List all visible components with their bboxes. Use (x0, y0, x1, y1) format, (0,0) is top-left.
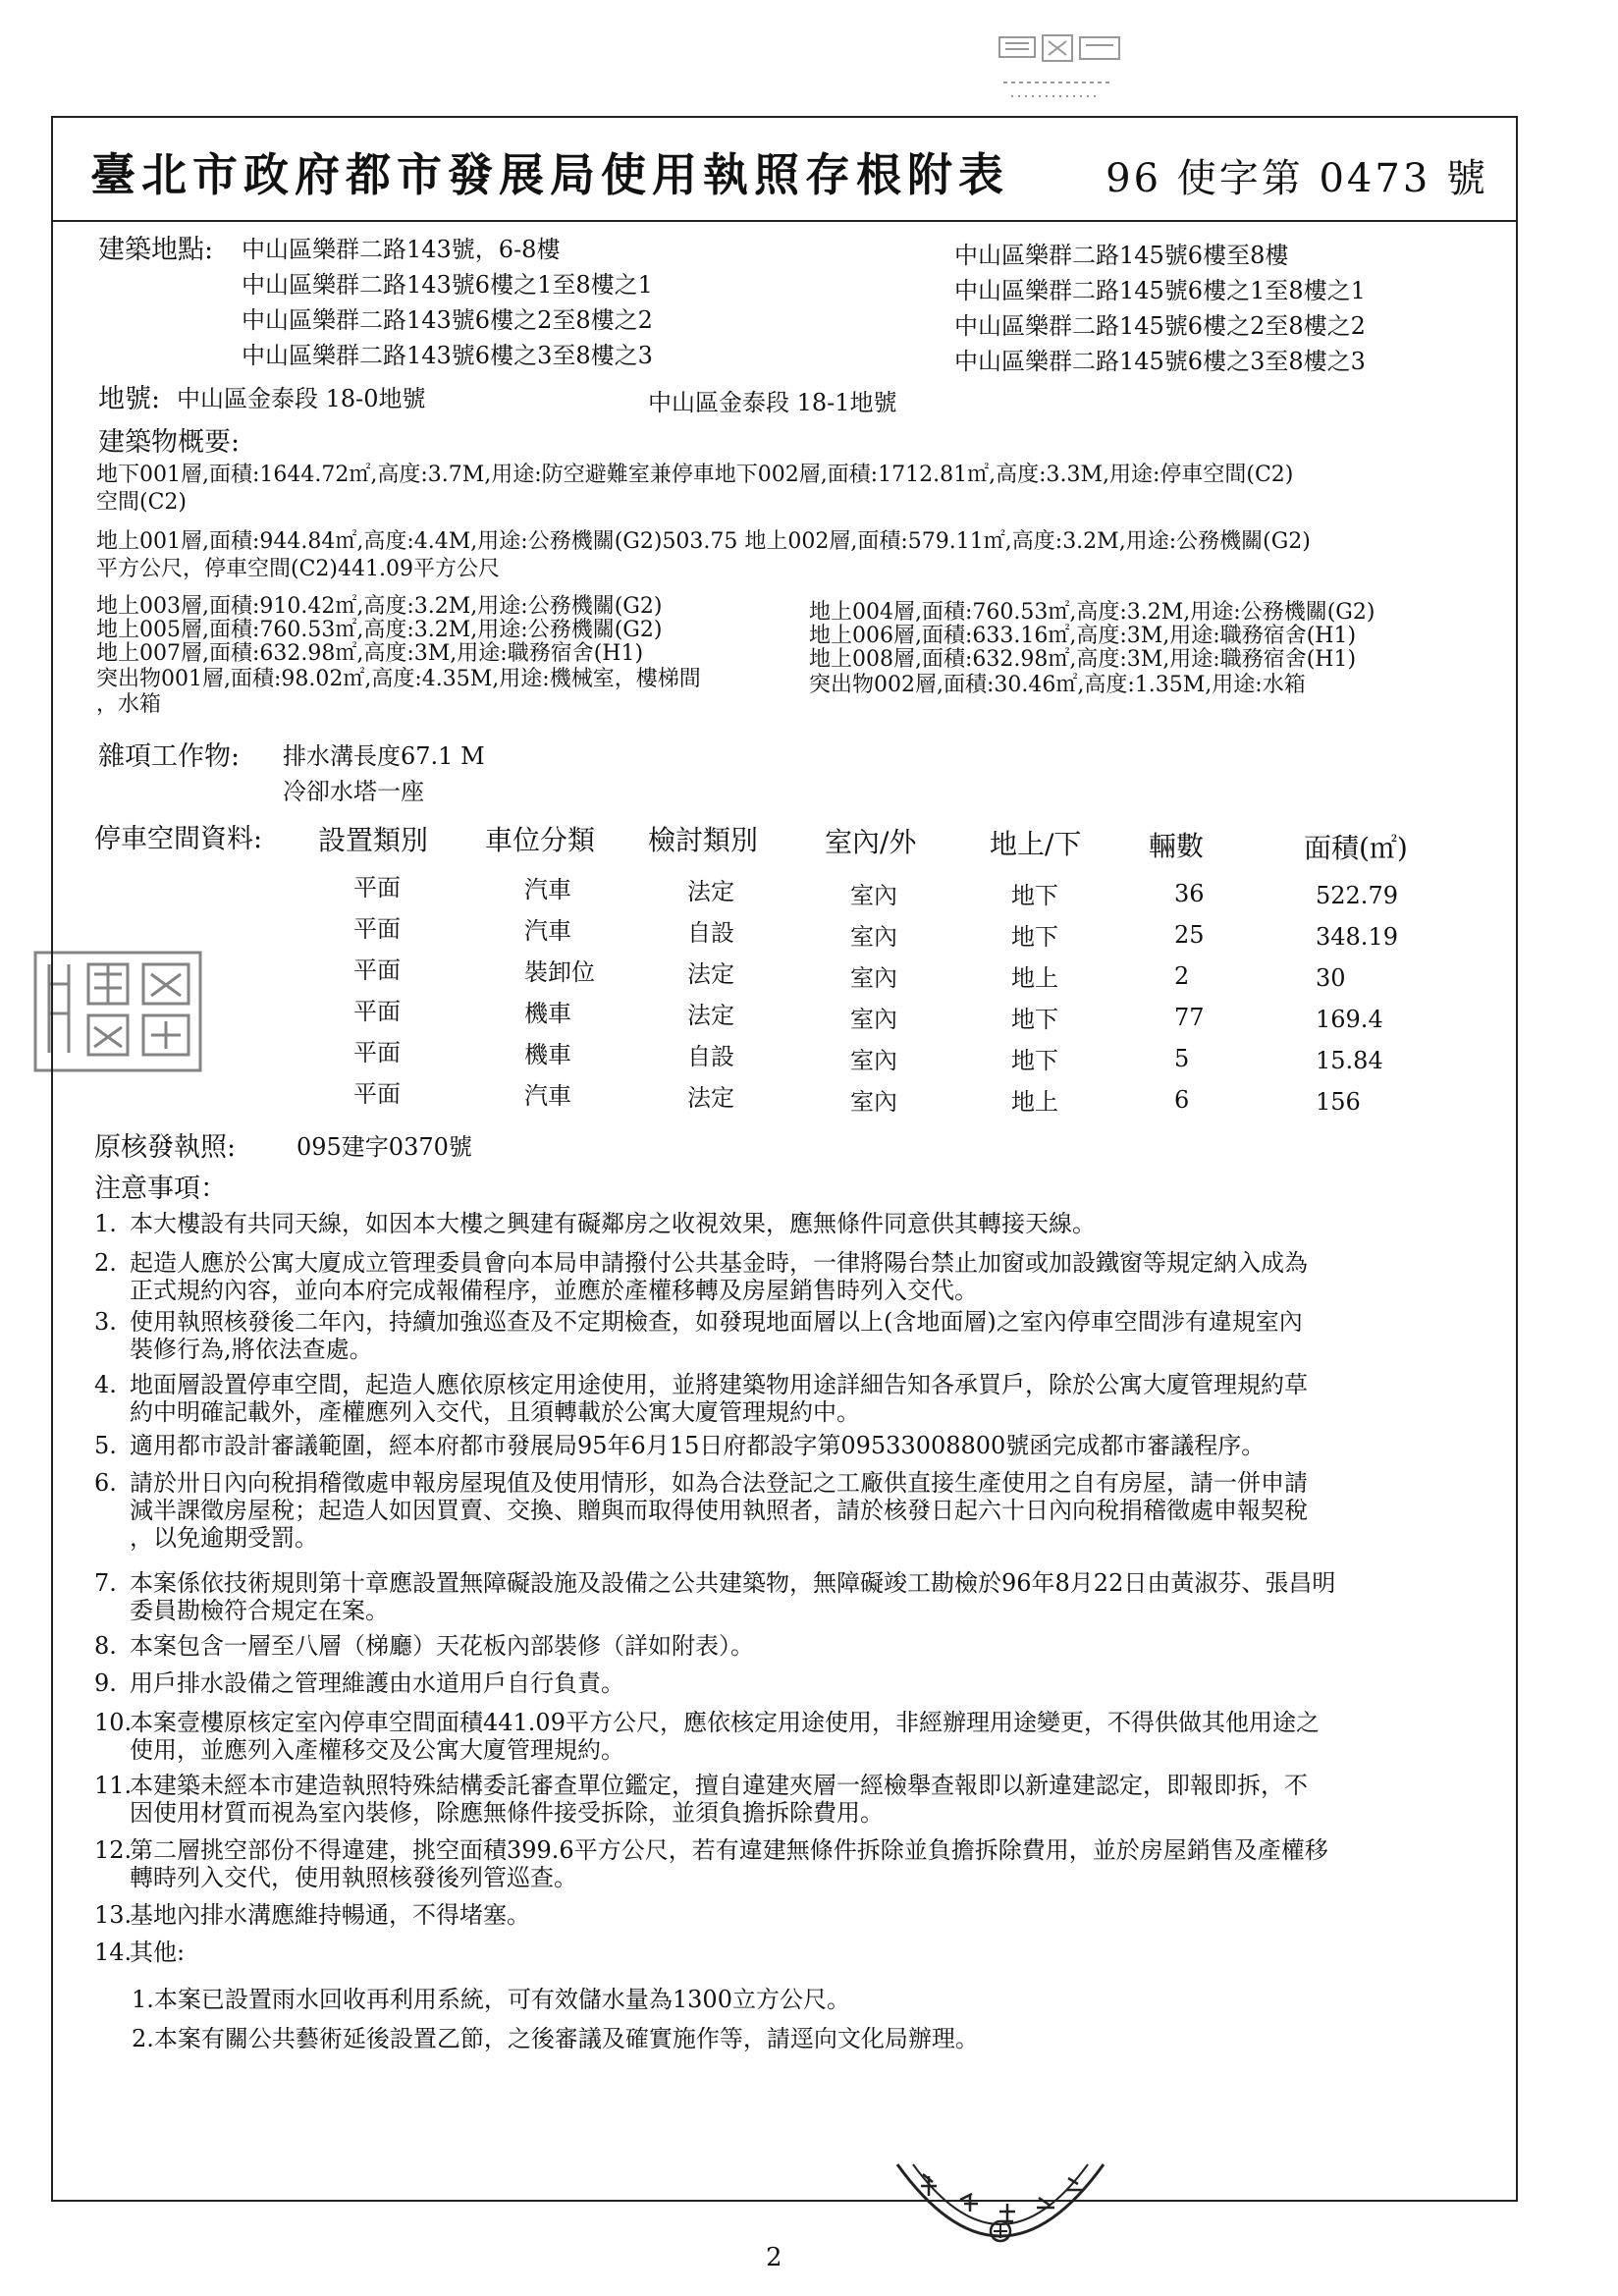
parking-cell: 室內 (850, 1047, 897, 1074)
note-line: 因使用材質而視為室內裝修，除應無條件接受拆除，並須負擔拆除費用。 (130, 1799, 884, 1827)
parking-cell: 地下 (1011, 1047, 1058, 1074)
permit-label: 原核發執照: (94, 1132, 237, 1163)
note-number: 3. (94, 1308, 117, 1336)
note-number: 6. (94, 1469, 117, 1497)
address-left-2: 中山區樂群二路143號6樓之1至8樓之1 (242, 271, 653, 299)
parking-header-5: 地上/下 (990, 828, 1082, 860)
stamp-mark-top (992, 27, 1129, 112)
list-item (94, 1371, 1508, 1426)
parking-cell: 地下 (1011, 882, 1058, 909)
lot-right: 中山區金泰段 18-1地號 (648, 389, 897, 416)
parking-header-2: 車位分類 (485, 824, 596, 856)
note-line: 減半課徵房屋稅；起造人如因買賣、交換、贈與而取得使用執照者，請於核發日起六十日內向稅捐稽徵處申報契稅 (130, 1497, 1308, 1524)
note-line: 約中明確記載外，產權應列入交代，且須轉載於公寓大廈管理規約中。 (130, 1398, 860, 1426)
list-item (94, 1709, 1508, 1764)
note-line: 本案包含一層至八層（梯廳）天花板內部裝修（詳如附表）。 (130, 1632, 754, 1660)
note-line: 第二層挑空部份不得違建，挑空面積399.6平方公尺，若有違建無條件拆除並負擔拆除費用，並於房屋銷售及產權移 (130, 1836, 1328, 1864)
parking-cell: 6 (1174, 1086, 1190, 1114)
lot-label: 地號: (98, 384, 161, 414)
parking-cell: 室內 (850, 923, 897, 951)
parking-cell: 室內 (850, 1088, 897, 1116)
note-line: 轉時列入交代，使用執照核發後列管巡查。 (130, 1864, 577, 1891)
overview-left-row-1: 地上003層,面積:910.42㎡,高度:3.2M,用途:公務機關(G2) (96, 594, 663, 619)
note-number: 4. (94, 1371, 117, 1398)
list-item (94, 1836, 1508, 1891)
parking-header-1: 設置類別 (318, 824, 429, 856)
note-line: 使用執照核發後二年內，持續加強巡查及不定期檢查，如發現地面層以上(含地面層)之室內停車空間涉有違規室內 (130, 1308, 1303, 1336)
parking-cell: 室內 (850, 1006, 897, 1033)
note-line: 委員勘檢符合規定在案。 (130, 1597, 389, 1624)
list-item (94, 1210, 1508, 1237)
list-item (94, 1632, 1508, 1660)
parking-cell: 地下 (1011, 923, 1058, 951)
parking-cell: 平面 (353, 1080, 401, 1108)
parking-cell: 5 (1174, 1045, 1190, 1072)
address-right-1: 中山區樂群二路145號6樓至8樓 (954, 242, 1289, 269)
address-right-4: 中山區樂群二路145號6樓之3至8樓之3 (954, 348, 1366, 375)
overview-left-row-4: 突出物001層,面積:98.02㎡,高度:4.35M,用途:機械室，樓梯間 (96, 667, 701, 691)
parking-header-7: 面積(㎡) (1304, 832, 1408, 864)
overview-right-row-2: 地上006層,面積:633.16㎡,高度:3M,用途:職務宿舍(H1) (809, 624, 1357, 648)
note-number: 13. (94, 1901, 133, 1929)
parking-cell: 法定 (687, 1084, 734, 1112)
permit-value: 095建字0370號 (297, 1133, 472, 1161)
parking-cell: 15.84 (1316, 1047, 1383, 1074)
note-line: 本建築未經本市建造執照特殊結構委託審查單位鑑定，擅自違建夾層一經檢舉查報即以新違建認定，即報即拆，不 (130, 1772, 1308, 1799)
note-line: 其他: (130, 1939, 186, 1966)
note-line: 起造人應於公寓大廈成立管理委員會向本局申請撥付公共基金時，一律將陽台禁止加窗或加設鐵窗等規定納入成為 (130, 1249, 1308, 1277)
parking-cell: 機車 (524, 1041, 571, 1068)
notes-label: 注意事項： (94, 1174, 227, 1204)
parking-cell: 法定 (687, 960, 734, 988)
parking-label: 停車空間資料: (94, 824, 263, 854)
parking-header-4: 室內/外 (825, 826, 917, 858)
list-item (94, 1772, 1508, 1827)
parking-cell: 2 (1174, 962, 1190, 990)
parking-cell: 法定 (687, 1002, 734, 1029)
parking-cell: 裝卸位 (524, 958, 595, 986)
parking-cell: 平面 (353, 874, 401, 902)
parking-cell: 機車 (524, 1000, 571, 1027)
parking-cell: 法定 (687, 878, 734, 905)
overview-right-row-3: 地上008層,面積:632.98㎡,高度:3M,用途:職務宿舍(H1) (809, 647, 1357, 672)
list-item (94, 1469, 1508, 1552)
note-line: 正式規約內容，並向本府完成報備程序，並應於產權移轉及房屋銷售時列入交代。 (130, 1277, 978, 1304)
note-sub-item-2: 2.本案有關公共藝術延後設置乙節，之後審議及確實施作等，請逕向文化局辦理。 (132, 2025, 979, 2052)
parking-cell: 室內 (850, 882, 897, 909)
note-number: 11. (94, 1772, 133, 1799)
address-left-3: 中山區樂群二路143號6樓之2至8樓之2 (242, 306, 653, 334)
note-number: 8. (94, 1632, 117, 1660)
note-line: 使用，並應列入產權移交及公寓大廈管理規約。 (130, 1736, 624, 1764)
overview-f1-line2: 平方公尺，停車空間(C2)441.09平方公尺 (96, 557, 500, 581)
overview-f1-line1: 地上001層,面積:944.84㎡,高度:4.4M,用途:公務機關(G2)503.75 地上002層,面積:579.11㎡,高度:3.2M,用途:公務機關(G2) (96, 529, 1311, 554)
note-line: 請於卅日內向稅捐稽徵處申報房屋現值及使用情形，如為合法登記之工廠供直接生產使用之自有房屋，請一併申請 (130, 1469, 1308, 1497)
overview-right-row-4: 突出物002層,面積:30.46㎡,高度:1.35M,用途:水箱 (809, 673, 1306, 697)
parking-cell: 自設 (687, 919, 734, 947)
parking-cell: 平面 (353, 957, 401, 984)
official-seal (891, 2160, 1109, 2276)
parking-cell: 室內 (850, 964, 897, 992)
parking-cell: 汽車 (524, 876, 571, 903)
parking-cell: 地上 (1011, 1088, 1058, 1116)
list-item (94, 1939, 1508, 1966)
note-number: 7. (94, 1569, 117, 1597)
document-number: 96 使字第 0473 號 (1106, 156, 1488, 201)
address-label: 建築地點: (98, 235, 214, 265)
list-item (94, 1432, 1508, 1459)
note-line: ，以免逾期受罰。 (130, 1524, 318, 1552)
overview-b1-line2: 空間(C2) (96, 490, 187, 515)
parking-cell: 77 (1174, 1004, 1205, 1031)
note-number: 12. (94, 1836, 133, 1864)
list-item (94, 1669, 1508, 1697)
note-line: 裝修行為,將依法查處。 (130, 1336, 373, 1363)
parking-cell: 36 (1174, 880, 1205, 907)
parking-cell: 地上 (1011, 964, 1058, 992)
parking-cell: 348.19 (1316, 923, 1398, 951)
page-title: 臺北市政府都市發展局使用執照存根附表 (90, 148, 1009, 201)
address-left-4: 中山區樂群二路143號6樓之3至8樓之3 (242, 342, 653, 369)
overview-left-row-2: 地上005層,面積:760.53㎡,高度:3.2M,用途:公務機關(G2) (96, 618, 663, 642)
note-line: 本案係依技術規則第十章應設置無障礙設施及設備之公共建築物，無障礙竣工勘檢於96年8月22日由黃淑芬、張昌明 (130, 1569, 1336, 1597)
parking-cell: 156 (1316, 1088, 1361, 1116)
note-line: 本案壹樓原核定室內停車空間面積441.09平方公尺，應依核定用途使用，非經辦理用途變更，不得供做其他用途之 (130, 1709, 1320, 1736)
note-sub-item-1: 1.本案已設置雨水回收再利用系統，可有效儲水量為1300立方公尺。 (132, 1986, 850, 2013)
note-number: 1. (94, 1210, 117, 1237)
parking-cell: 汽車 (524, 917, 571, 945)
parking-cell: 平面 (353, 915, 401, 943)
note-number: 2. (94, 1249, 117, 1277)
list-item (94, 1308, 1508, 1363)
overview-left-row-5: ，水箱 (96, 692, 162, 717)
note-number: 14. (94, 1939, 133, 1966)
parking-cell: 169.4 (1316, 1006, 1383, 1033)
overview-right-row-1: 地上004層,面積:760.53㎡,高度:3.2M,用途:公務機關(G2) (809, 600, 1375, 625)
note-number: 5. (94, 1432, 117, 1459)
misc-label: 雜項工作物: (98, 741, 241, 772)
overview-label: 建築物概要: (98, 427, 241, 458)
address-right-2: 中山區樂群二路145號6樓之1至8樓之1 (954, 277, 1366, 304)
misc-item-2: 冷卻水塔一座 (283, 778, 424, 805)
parking-cell: 地下 (1011, 1006, 1058, 1033)
overview-b1-line1: 地下001層,面積:1644.72㎡,高度:3.7M,用途:防空避難室兼停車地下002層,面積:1712.81㎡,高度:3.3M,用途:停車空間(C2) (96, 463, 1294, 487)
overview-left-row-3: 地上007層,面積:632.98㎡,高度:3M,用途:職務宿舍(H1) (96, 641, 644, 666)
note-line: 用戶排水設備之管理維護由水道用戶自行負責。 (130, 1669, 624, 1697)
page-number: 2 (766, 2243, 782, 2272)
note-line: 基地內排水溝應維持暢通，不得堵塞。 (130, 1901, 530, 1929)
parking-cell: 30 (1316, 964, 1346, 992)
note-line: 本大樓設有共同天線，如因本大樓之興建有礙鄰房之收視效果，應無條件同意供其轉接天線。 (130, 1210, 1096, 1237)
list-item (94, 1249, 1508, 1304)
parking-cell: 522.79 (1316, 882, 1398, 909)
note-number: 9. (94, 1669, 117, 1697)
title-row (51, 116, 1518, 222)
note-number: 10. (94, 1709, 133, 1736)
parking-header-3: 檢討類別 (648, 824, 759, 856)
parking-cell: 自設 (687, 1043, 734, 1070)
note-line: 地面層設置停車空間，起造人應依原核定用途使用，並將建築物用途詳細告知各承買戶，除於公寓大廈管理規約草 (130, 1371, 1308, 1398)
parking-cell: 25 (1174, 921, 1205, 949)
parking-cell: 平面 (353, 998, 401, 1025)
address-right-3: 中山區樂群二路145號6樓之2至8樓之2 (954, 312, 1366, 340)
parking-cell: 汽車 (524, 1082, 571, 1110)
parking-cell: 平面 (353, 1039, 401, 1066)
address-left-1: 中山區樂群二路143號，6-8樓 (242, 236, 561, 263)
lot-left: 中山區金泰段 18-0地號 (177, 385, 426, 412)
list-item (94, 1901, 1508, 1929)
parking-header-6: 輛數 (1149, 830, 1205, 862)
misc-item-1: 排水溝長度67.1 M (283, 742, 485, 770)
list-item (94, 1569, 1508, 1624)
note-line: 適用都市設計審議範圍，經本府都市發展局95年6月15日府都設字第09533008800號函完成都市審議程序。 (130, 1432, 1266, 1459)
